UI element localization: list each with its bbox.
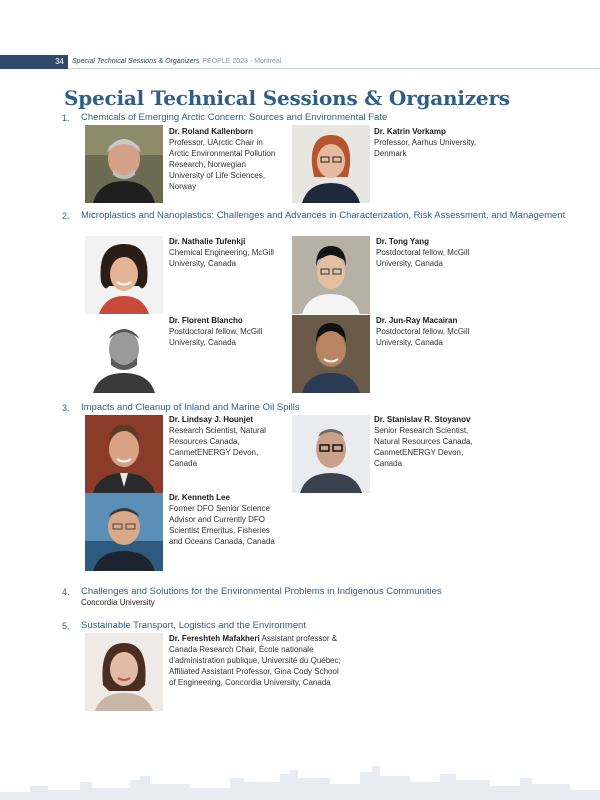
section-2-title: Microplastics and Nanoplastics: Challenges and Advances in Characterization, Risk Assessment, and Management [81, 210, 566, 221]
organizer-name: Dr. Fereshteh Mafakheri [169, 634, 260, 643]
page-title: Special Technical Sessions & Organizers [64, 86, 510, 110]
section-3-title: Impacts and Cleanup of Inland and Marine Oil Spills [81, 402, 300, 413]
organizer-name: Dr. Nathalie Tufenkji [169, 237, 246, 246]
city-skyline-decoration [0, 752, 600, 800]
portrait-roland-kallenborn [85, 125, 163, 203]
organizer-name: Dr. Katrin Vorkamp [374, 127, 446, 136]
portrait-fereshteh-mafakheri [85, 633, 163, 711]
organizer-name: Dr. Roland Kallenborn [169, 127, 254, 136]
bio-fereshteh-mafakheri [169, 633, 344, 688]
portrait-florent-blancho [85, 315, 163, 393]
section-5-number: 5. [62, 621, 70, 631]
portrait-jun-ray-macairan [292, 315, 370, 393]
organizer-detail: Postdoctoral fellow, McGill University, Canada [376, 248, 470, 268]
organizer-name: Dr. Lindsay J. Hounjet [169, 415, 254, 424]
bio-kenneth-lee [169, 492, 281, 547]
header-subtitle: PEOPLE 2023 - Montreal [202, 58, 282, 65]
portrait-lindsay-hounjet [85, 415, 163, 493]
bio-roland-kallenborn [169, 126, 281, 192]
page-number: 34 [0, 55, 68, 69]
organizer-detail: Research Scientist, Natural Resources Canada, CanmetENERGY Devon, Canada [169, 426, 266, 468]
bio-lindsay-hounjet [169, 414, 281, 469]
section-1-title: Chemicals of Emerging Arctic Concern: Sources and Environmental Fate [81, 112, 388, 123]
organizer-name: Dr. Kenneth Lee [169, 493, 230, 502]
section-4-title: Challenges and Solutions for the Environmental Problems in Indigenous Communities [81, 586, 442, 597]
header-divider [68, 68, 600, 69]
bio-katrin-vorkamp [374, 126, 486, 159]
portrait-katrin-vorkamp [292, 125, 370, 203]
organizer-detail: Postdoctoral fellow, McGill University, Canada [169, 327, 263, 347]
bio-jun-ray-macairan [376, 315, 488, 348]
organizer-name: Dr. Florent Blancho [169, 316, 243, 325]
section-3-number: 3. [62, 403, 70, 413]
bio-nathalie-tufenkji [169, 236, 281, 269]
organizer-detail: Former DFO Senior Science Advisor and Currently DFO Scientist Emeritus, Fisheries and Oceans Canada, Canada [169, 504, 275, 546]
portrait-kenneth-lee [85, 493, 163, 571]
page-header [0, 55, 600, 69]
section-5-title: Sustainable Transport, Logistics and the Environment [81, 620, 306, 631]
section-1-number: 1. [62, 113, 70, 123]
organizer-name: Dr. Tong Yang [376, 237, 430, 246]
organizer-name: Dr. Stanislav R. Stoyanov [374, 415, 471, 424]
section-4-number: 4. [62, 587, 70, 597]
organizer-detail: Professor, Aarhus University, Denmark [374, 138, 477, 158]
organizer-detail: Senior Research Scientist, Natural Resources Canada, CanmetENERGY Devon, Canada [374, 426, 473, 468]
organizer-name: Dr. Jun-Ray Macairan [376, 316, 458, 325]
organizer-detail: Professor, UArctic Chair in Arctic Environmental Pollution Research, Norwegian University of Life Sciences, Norway [169, 138, 276, 191]
portrait-tong-yang [292, 236, 370, 314]
organizer-detail: Chemical Engineering, McGill University, Canada [169, 248, 274, 268]
section-4-affiliation: Concordia University [81, 598, 155, 607]
bio-tong-yang [376, 236, 488, 269]
header-title-text: Special Technical Sessions & Organizers [72, 58, 200, 65]
portrait-nathalie-tufenkji [85, 236, 163, 314]
header-title [72, 55, 281, 69]
section-2-number: 2. [62, 211, 70, 221]
bio-stanislav-stoyanov [374, 414, 486, 469]
organizer-detail: Assistant professor & Canada Research Chair, École nationale d'administration publique, Université du Québec; Affiliated Assistant Professor, Gina Cody School of Engineering, Concordia University, Canada [169, 634, 341, 687]
portrait-stanislav-stoyanov [292, 415, 370, 493]
organizer-detail: Postdoctoral fellow, McGill University, Canada [376, 327, 470, 347]
bio-florent-blancho [169, 315, 281, 348]
